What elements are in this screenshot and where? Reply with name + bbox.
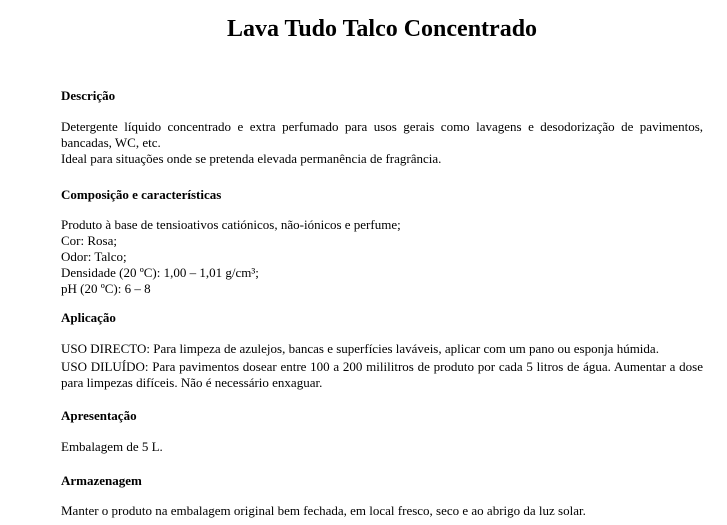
section-heading-descricao: Descrição (61, 88, 116, 103)
section-heading-armazenagem: Armazenagem (61, 473, 142, 488)
section-heading-aplicacao: Aplicação (61, 310, 116, 325)
composicao-line: Produto à base de tensioativos catiónicos, não-iónicos e perfume; (61, 217, 401, 232)
apresentacao-text: Embalagem de 5 L. (61, 439, 163, 454)
section-body-aplicacao (61, 341, 703, 391)
aplicacao-paragraph-1: USO DIRECTO: Para limpeza de azulejos, bancas e superfícies laváveis, aplicar com um pano ou esponja húmida. (61, 341, 659, 356)
section-heading-composicao: Composição e características (61, 187, 222, 202)
composicao-line: Densidade (20 ºC): 1,00 – 1,01 g/cm³; (61, 265, 259, 280)
aplicacao-paragraph-2: USO DILUÍDO: Para pavimentos dosear entre 100 a 200 mililitros de produto por cada 5 litros de água. Aumentar a dose para limpezas difíceis. Não é necessário enxaguar. (61, 359, 703, 390)
section-heading-apresentacao: Apresentação (61, 408, 137, 423)
descricao-paragraph-1: Detergente líquido concentrado e extra perfumado para usos gerais como lavagens e desodorização de pavimentos, bancadas, WC, etc. (61, 119, 703, 150)
section-body-apresentacao (61, 439, 703, 455)
armazenagem-text: Manter o produto na embalagem original bem fechada, em local fresco, seco e ao abrigo da luz solar. (61, 503, 586, 518)
descricao-paragraph-2: Ideal para situações onde se pretenda elevada permanência de fragrância. (61, 151, 442, 166)
composicao-line: Cor: Rosa; (61, 233, 117, 248)
composicao-line: pH (20 ºC): 6 – 8 (61, 281, 151, 296)
document-title: Lava Tudo Talco Concentrado (226, 16, 538, 42)
section-body-composicao (61, 217, 703, 297)
section-body-descricao (61, 119, 703, 167)
composicao-line: Odor: Talco; (61, 249, 127, 264)
section-body-armazenagem (61, 503, 703, 519)
